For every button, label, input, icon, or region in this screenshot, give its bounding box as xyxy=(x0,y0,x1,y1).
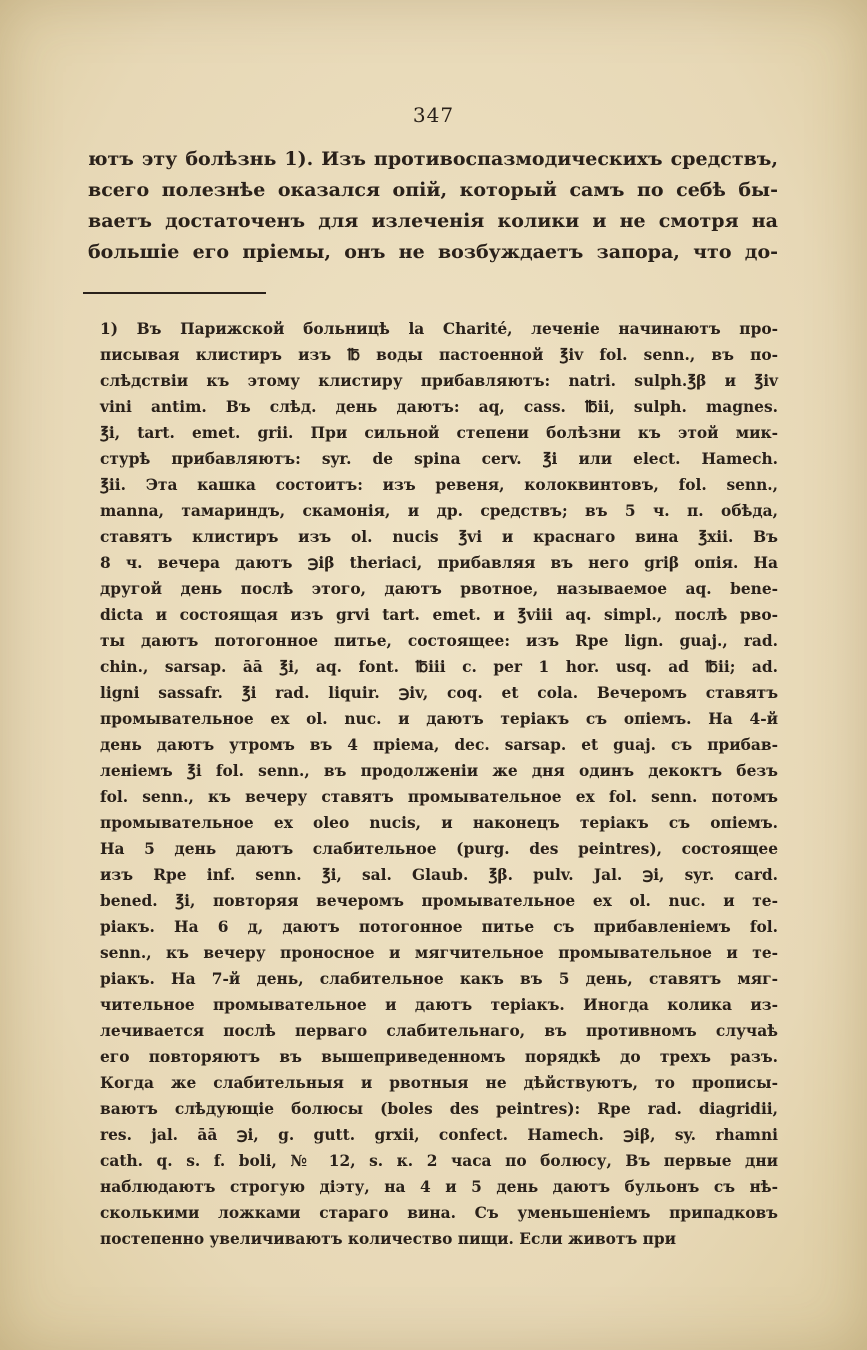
footnote-line: ріакъ. На 7-й день, слабительное какъ въ 5 день, ставятъ мяг- xyxy=(100,970,778,988)
footnote-line: manna, тамариндъ, скамонія, и др. средствъ; въ 5 ч. п. обѣда, xyxy=(100,502,778,520)
footnote-line: стурѣ прибавляютъ: syr. de spina cerv. ℥i или elect. Hamech. xyxy=(100,450,778,468)
footnote-line: промывательное ex oleo nucis, и наконецъ теріакъ съ опіемъ. xyxy=(100,814,778,832)
footnote-line: изъ Rpe inf. senn. ℥i, sal. Glaub. ℥β. pulv. Jal. ℈i, syr. card. xyxy=(100,866,778,884)
footnote-line: ріакъ. На 6 д, даютъ потогонное питье съ прибавленіемъ fol. xyxy=(100,918,778,936)
footnote-line: vini antim. Въ слѣд. день даютъ: aq, cass. ℔ii, sulph. magnes. xyxy=(100,398,778,416)
footnote-line: ℥ii. Эта кашка состоитъ: изъ ревеня, колоквинтовъ, fol. senn., xyxy=(100,476,778,494)
main-line: ваетъ достаточенъ для излеченія колики и не смотря на xyxy=(88,210,778,232)
footnote-line: fol. senn., къ вечеру ставятъ промывательное ex fol. senn. потомъ xyxy=(100,788,778,806)
footnote-line: 8 ч. вечера даютъ ℈iβ theriaci, прибавляя въ него griβ опія. На xyxy=(100,554,778,572)
footnote-line: другой день послѣ этого, даютъ рвотное, называемое aq. bene- xyxy=(100,580,778,598)
footnote-line: постепенно увеличиваютъ количество пищи. Если животъ при xyxy=(100,1230,677,1248)
footnote-line: bened. ℥i, повторяя вечеромъ промывательное ex ol. nuc. и те- xyxy=(100,892,778,910)
footnote-line: леніемъ ℥i fol. senn., въ продолженіи же дня одинъ декоктъ безъ xyxy=(100,762,778,780)
footnote-rule xyxy=(83,292,266,294)
footnote-line: cath. q. s. f. boli, № 12, s. к. 2 часа по болюсу, Въ первые дни xyxy=(100,1152,778,1170)
footnote-line: ваютъ слѣдующіе болюсы (boles des peintres): Rpe rad. diagridii, xyxy=(100,1100,778,1118)
page-number: 347 xyxy=(412,103,455,127)
main-line: большіе его пріемы, онъ не возбуждаетъ запора, что до- xyxy=(88,241,778,263)
footnote-line: чительное промывательное и даютъ теріакъ. Иногда колика из- xyxy=(100,996,778,1014)
footnote-line: dicta и состоящая изъ grvi tart. emet. и ℥viii aq. simpl., послѣ рво- xyxy=(100,606,778,624)
footnote-line: день даютъ утромъ въ 4 пріема, dec. sarsap. et guaj. съ прибав- xyxy=(100,736,778,754)
footnote-line: его повторяютъ въ вышеприведенномъ порядкѣ до трехъ разъ. xyxy=(100,1048,778,1066)
footnote-line: ligni sassafr. ℥i rad. liquir. ℈iv, coq. et cola. Вечеромъ ставятъ xyxy=(100,684,778,702)
main-text xyxy=(88,144,778,268)
footnote-line: senn., къ вечеру проносное и мягчительное промывательное и те- xyxy=(100,944,778,962)
footnote-line: лечивается послѣ перваго слабительнаго, въ противномъ случаѣ xyxy=(100,1022,778,1040)
footnote-line: сколькими ложками стараго вина. Съ уменьшеніемъ припадковъ xyxy=(100,1204,778,1222)
footnote-line: ℥i, tart. emet. grii. При сильной степени болѣзни къ этой мик- xyxy=(100,424,778,442)
footnote-line: 1) Въ Парижской больницѣ la Charité, леченіе начинаютъ про- xyxy=(100,320,778,338)
footnote-line: res. jal. āā ℈i, g. gutt. grxii, confect. Hamech. ℈iβ, sy. rhamni xyxy=(100,1126,778,1144)
main-line: всего полезнѣе оказался опій, который самъ по себѣ бы- xyxy=(88,179,778,201)
footnote xyxy=(100,316,778,1252)
footnote-line: писывая клистиръ изъ ℔ воды пастоенной ℥iv fol. senn., въ по- xyxy=(100,346,778,364)
footnote-line: наблюдаютъ строгую діэту, на 4 и 5 день даютъ бульонъ съ нѣ- xyxy=(100,1178,778,1196)
footnote-line: chin., sarsap. āā ℥i, aq. font. ℔iii c. per 1 hor. usq. ad ℔ii; ad. xyxy=(100,658,778,676)
footnote-line: промывательное ex ol. nuc. и даютъ теріакъ съ опіемъ. На 4-й xyxy=(100,710,778,728)
footnote-line: На 5 день даютъ слабительное (purg. des peintres), состоящее xyxy=(100,840,778,858)
footnote-line: ты даютъ потогонное питье, состоящее: изъ Rpe lign. guaj., rad. xyxy=(100,632,778,650)
footnote-line: Когда же слабительныя и рвотныя не дѣйствуютъ, то прописы- xyxy=(100,1074,778,1092)
footnote-line: слѣдствіи къ этому клистиру прибавляютъ: natri. sulph.℥β и ℥iv xyxy=(100,372,778,390)
main-line: ютъ эту болѣзнь 1). Изъ противоспазмодическихъ средствъ, xyxy=(88,148,778,170)
footnote-line: ставятъ клистиръ изъ ol. nucis ℥vi и краснаго вина ℥xii. Въ xyxy=(100,528,778,546)
